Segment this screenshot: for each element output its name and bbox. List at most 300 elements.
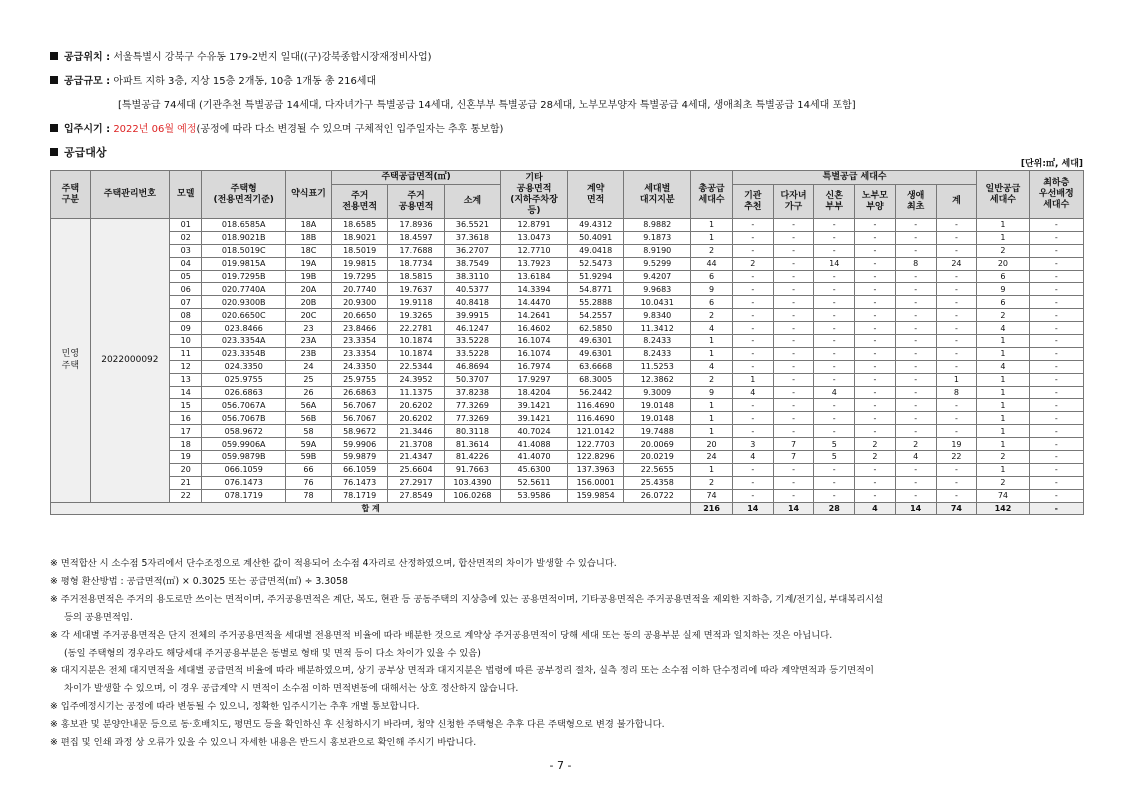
table-cell: 1 (691, 347, 733, 360)
table-cell: 59.9906 (331, 438, 387, 451)
table-row (51, 476, 1084, 489)
table-cell: - (855, 296, 896, 309)
total-row (51, 502, 1084, 515)
table-cell: 21 (170, 476, 202, 489)
header-lowest-floor: 최하층 우선배정 세대수 (1029, 171, 1083, 219)
table-cell: 1 (691, 335, 733, 348)
table-cell: 5 (814, 438, 855, 451)
table-cell: - (895, 399, 936, 412)
table-cell: 019.7295B (202, 270, 286, 283)
table-cell: 19.0148 (624, 412, 691, 425)
table-cell: - (855, 335, 896, 348)
table-cell: 059.9879B (202, 451, 286, 464)
table-cell: 4 (814, 386, 855, 399)
table-cell: 10.1874 (388, 347, 444, 360)
table-cell: - (1029, 270, 1083, 283)
table-cell: 07 (170, 296, 202, 309)
table-cell: 19.7295 (331, 270, 387, 283)
table-cell: 49.6301 (567, 335, 623, 348)
header-contract-area: 계약 면적 (567, 171, 623, 219)
table-cell: 23 (285, 322, 331, 335)
table-cell: 4 (691, 360, 733, 373)
table-cell: - (732, 425, 773, 438)
table-cell: 59.9879 (331, 451, 387, 464)
table-cell: 14.2641 (501, 309, 568, 322)
table-cell: - (936, 463, 977, 476)
table-cell: 21.3446 (388, 425, 444, 438)
table-cell: 38.7549 (444, 257, 500, 270)
table-cell: - (773, 360, 814, 373)
table-cell: - (1029, 283, 1083, 296)
table-row (51, 463, 1084, 476)
table-cell: 6 (691, 270, 733, 283)
table-cell: 11.5253 (624, 360, 691, 373)
table-cell: 2 (977, 244, 1029, 257)
table-cell: 020.9300B (202, 296, 286, 309)
table-cell: - (1029, 244, 1083, 257)
table-cell: - (814, 231, 855, 244)
table-cell: 19.3265 (388, 309, 444, 322)
table-cell: 8 (895, 257, 936, 270)
table-cell: - (773, 347, 814, 360)
table-cell: 22 (936, 451, 977, 464)
table-cell: 16.7974 (501, 360, 568, 373)
table-cell: 18.5815 (388, 270, 444, 283)
table-cell: 45.6300 (501, 463, 568, 476)
table-cell: 56B (285, 412, 331, 425)
table-cell: 6 (977, 296, 1029, 309)
table-cell: - (936, 283, 977, 296)
total-cell: 74 (936, 502, 977, 515)
table-cell: 17.7688 (388, 244, 444, 257)
table-cell: 24 (285, 360, 331, 373)
table-cell: 10 (170, 335, 202, 348)
table-cell: 5 (814, 451, 855, 464)
table-cell: 122.8296 (567, 451, 623, 464)
table-cell: 13 (170, 373, 202, 386)
table-cell: 08 (170, 309, 202, 322)
table-cell: 50.3707 (444, 373, 500, 386)
table-cell: 20B (285, 296, 331, 309)
table-cell: 4 (977, 360, 1029, 373)
table-cell: - (773, 425, 814, 438)
table-cell: 4 (691, 322, 733, 335)
table-cell: - (895, 244, 936, 257)
table-cell: 2 (732, 257, 773, 270)
table-cell: 74 (977, 489, 1029, 502)
table-row (51, 257, 1084, 270)
table-cell: - (732, 244, 773, 257)
table-cell: - (936, 322, 977, 335)
table-cell: - (1029, 257, 1083, 270)
bullet-square-icon (50, 52, 58, 60)
table-cell: - (855, 283, 896, 296)
table-cell: 27.2917 (388, 476, 444, 489)
notes-section (50, 555, 1084, 752)
table-row (51, 335, 1084, 348)
table-cell: - (814, 476, 855, 489)
table-cell: 56.2442 (567, 386, 623, 399)
table-cell: 18.4597 (388, 231, 444, 244)
table-cell: - (936, 335, 977, 348)
table-row (51, 399, 1084, 412)
table-cell: - (732, 283, 773, 296)
table-cell: - (936, 412, 977, 425)
table-cell: - (773, 219, 814, 232)
table-row (51, 244, 1084, 257)
table-cell: 1 (977, 399, 1029, 412)
table-row (51, 425, 1084, 438)
table-cell: 02 (170, 231, 202, 244)
header-short: 약식표기 (285, 171, 331, 219)
unit-label: [단위:㎡, 세대] (1020, 159, 1083, 169)
note-line: (동일 주택형의 경우라도 해당세대 주거공용부분은 동별로 형태 및 면적 등이 다소 차이가 있을 수 있음) (64, 647, 481, 659)
table-cell: - (773, 412, 814, 425)
table-row (51, 309, 1084, 322)
table-cell: 2 (855, 451, 896, 464)
table-cell: 18B (285, 231, 331, 244)
info-scale-detail: [특별공급 74세대 (기관추천 특별공급 14세대, 다자녀가구 특별공급 14세대, 신혼부부 특별공급 28세대, 노부모부양자 특별공급 4세대, 생애최초 특별공급 14세대 포함] (118, 100, 856, 111)
table-cell: 22.5344 (388, 360, 444, 373)
table-cell: - (773, 386, 814, 399)
table-cell: 76 (285, 476, 331, 489)
table-cell: 19.9815 (331, 257, 387, 270)
table-cell: - (936, 231, 977, 244)
table-cell: 25.9755 (331, 373, 387, 386)
table-cell: 17 (170, 425, 202, 438)
table-cell: - (773, 270, 814, 283)
table-cell: 023.3354B (202, 347, 286, 360)
table-cell: - (732, 309, 773, 322)
table-cell: - (814, 489, 855, 502)
table-cell: 7 (773, 438, 814, 451)
header-multi-child: 다자녀 가구 (773, 185, 814, 219)
table-cell: - (732, 489, 773, 502)
table-cell: 11.1375 (388, 386, 444, 399)
table-cell: 9.4207 (624, 270, 691, 283)
table-row (51, 283, 1084, 296)
table-cell: - (895, 296, 936, 309)
table-cell: 15 (170, 399, 202, 412)
table-cell: - (855, 219, 896, 232)
table-cell: - (855, 489, 896, 502)
table-cell: 77.3269 (444, 412, 500, 425)
table-cell: 76.1473 (331, 476, 387, 489)
table-row (51, 231, 1084, 244)
table-cell: 54.2557 (567, 309, 623, 322)
table-cell: 11 (170, 347, 202, 360)
header-sum: 계 (936, 185, 977, 219)
table-cell: - (855, 322, 896, 335)
table-cell: 9.3009 (624, 386, 691, 399)
table-cell: 1 (977, 219, 1029, 232)
table-cell: 38.3110 (444, 270, 500, 283)
table-row (51, 451, 1084, 464)
table-cell: 49.4312 (567, 219, 623, 232)
table-cell: - (895, 476, 936, 489)
table-cell: 10.0431 (624, 296, 691, 309)
table-cell: 22 (170, 489, 202, 502)
table-cell: 2 (977, 309, 1029, 322)
supply-table-body (51, 219, 1084, 515)
table-cell: 9.8340 (624, 309, 691, 322)
table-cell: 24 (691, 451, 733, 464)
table-cell: 9 (977, 283, 1029, 296)
table-cell: 68.3005 (567, 373, 623, 386)
page-number: - 7 - (549, 759, 572, 772)
table-cell: 25.6604 (388, 463, 444, 476)
bullet-square-icon (50, 148, 58, 156)
table-cell: - (814, 219, 855, 232)
group-mgmt-no: 2022000092 (90, 219, 169, 503)
table-cell: - (855, 231, 896, 244)
table-cell: 8.2433 (624, 335, 691, 348)
header-exclusive-area: 주거 전용면적 (331, 185, 387, 219)
table-cell: 58 (285, 425, 331, 438)
table-cell: - (855, 360, 896, 373)
table-cell: 13.0473 (501, 231, 568, 244)
table-cell: - (1029, 360, 1083, 373)
table-cell: - (1029, 399, 1083, 412)
note-line: ※ 각 세대별 주거공용면적은 단지 전체의 주거공용면적을 세대별 전용면적 비율에 따라 배분한 것으로 계약상 주거공용면적이 당해 세대 또는 동의 공용부분 실제 면적과 일치하는 것은 아닙니다. (50, 629, 833, 641)
table-cell: 19.9118 (388, 296, 444, 309)
table-cell: - (814, 360, 855, 373)
table-row (51, 360, 1084, 373)
table-cell: 24.3350 (331, 360, 387, 373)
table-cell: - (773, 373, 814, 386)
table-cell: 20.6202 (388, 399, 444, 412)
table-cell: 058.9672 (202, 425, 286, 438)
table-cell: 20.6202 (388, 412, 444, 425)
table-cell: 18C (285, 244, 331, 257)
info-movein: 입주시기 : 2022년 06월 예정(공정에 따라 다소 변경될 수 있으며 구체적인 입주일자는 추후 통보함) (50, 120, 503, 135)
table-cell: - (732, 463, 773, 476)
total-cell: 14 (895, 502, 936, 515)
table-cell: 23.3354 (331, 347, 387, 360)
table-cell: 024.3350 (202, 360, 286, 373)
table-cell: 6 (977, 270, 1029, 283)
table-cell: 7 (773, 451, 814, 464)
table-cell: 023.8466 (202, 322, 286, 335)
table-cell: 18.6585 (331, 219, 387, 232)
table-cell: 4 (977, 322, 1029, 335)
table-cell: 58.9672 (331, 425, 387, 438)
table-cell: 20.6650 (331, 309, 387, 322)
table-cell: 12 (170, 360, 202, 373)
table-cell: 04 (170, 257, 202, 270)
table-cell: 1 (977, 373, 1029, 386)
table-cell: - (814, 463, 855, 476)
header-subtotal: 소계 (444, 185, 500, 219)
table-cell: 49.0418 (567, 244, 623, 257)
table-cell: 19 (170, 451, 202, 464)
table-cell: 1 (691, 463, 733, 476)
table-cell: 54.8771 (567, 283, 623, 296)
table-cell: 06 (170, 283, 202, 296)
table-cell: 076.1473 (202, 476, 286, 489)
table-cell: 17.8936 (388, 219, 444, 232)
table-cell: 8.9190 (624, 244, 691, 257)
header-model: 모델 (170, 171, 202, 219)
info-target-heading: 공급대상 (50, 144, 107, 160)
table-cell: 106.0268 (444, 489, 500, 502)
table-cell: 9.1873 (624, 231, 691, 244)
table-cell: 21.3708 (388, 438, 444, 451)
table-cell: 10.1874 (388, 335, 444, 348)
table-cell: 44 (691, 257, 733, 270)
table-cell: 23B (285, 347, 331, 360)
table-cell: 8.2433 (624, 347, 691, 360)
table-cell: - (814, 244, 855, 257)
table-cell: 52.5611 (501, 476, 568, 489)
table-cell: 36.2707 (444, 244, 500, 257)
table-row (51, 489, 1084, 502)
table-cell: 4 (895, 451, 936, 464)
table-cell: 23.8466 (331, 322, 387, 335)
group-house-type: 민영 주택 (51, 219, 91, 503)
table-row (51, 296, 1084, 309)
table-cell: - (855, 463, 896, 476)
table-cell: 1 (732, 373, 773, 386)
table-cell: 53.9586 (501, 489, 568, 502)
table-cell: - (1029, 412, 1083, 425)
total-label: 합 계 (51, 502, 691, 515)
table-cell: 37.8238 (444, 386, 500, 399)
note-line: ※ 대지지분은 전체 대지면적을 세대별 공급면적 비율에 따라 배분하였으며, 상기 공부상 면적과 대지지분은 법령에 따른 공부정리 절차, 실측 정리 또는 소수점 이하 단수정리에 따라 계약면적과 등기면적이 (50, 665, 875, 677)
table-cell: 19A (285, 257, 331, 270)
table-cell: - (895, 360, 936, 373)
table-cell: - (936, 244, 977, 257)
table-cell: 056.7067B (202, 412, 286, 425)
table-cell: 019.9815A (202, 257, 286, 270)
table-cell: - (855, 309, 896, 322)
table-cell: 01 (170, 219, 202, 232)
bullet-square-icon (50, 124, 58, 132)
table-cell: 26 (285, 386, 331, 399)
table-cell: - (773, 335, 814, 348)
header-other-area: 기타 공용면적 (지하주차장 등) (501, 171, 568, 219)
table-cell: - (814, 399, 855, 412)
table-cell: 39.9915 (444, 309, 500, 322)
table-cell: - (773, 322, 814, 335)
table-cell: 20C (285, 309, 331, 322)
table-cell: - (895, 231, 936, 244)
table-cell: 1 (977, 231, 1029, 244)
table-cell: 16 (170, 412, 202, 425)
table-cell: 12.3862 (624, 373, 691, 386)
table-cell: 2 (977, 476, 1029, 489)
table-cell: - (936, 425, 977, 438)
table-cell: - (1029, 386, 1083, 399)
table-cell: 46.8694 (444, 360, 500, 373)
header-general: 일반공급 세대수 (977, 171, 1029, 219)
table-cell: 9 (691, 386, 733, 399)
table-cell: 24 (936, 257, 977, 270)
table-cell: 17.9297 (501, 373, 568, 386)
table-cell: 40.7024 (501, 425, 568, 438)
table-cell: 23A (285, 335, 331, 348)
table-cell: 4 (732, 451, 773, 464)
table-cell: 20.0219 (624, 451, 691, 464)
table-cell: - (895, 322, 936, 335)
total-cell: 14 (732, 502, 773, 515)
note-line: 등의 공용면적임. (64, 611, 133, 623)
table-cell: 8 (936, 386, 977, 399)
table-cell: 18.5019 (331, 244, 387, 257)
total-cell: - (1029, 502, 1083, 515)
table-cell: 103.4390 (444, 476, 500, 489)
table-cell: 018.5019C (202, 244, 286, 257)
table-cell: 20.0069 (624, 438, 691, 451)
table-cell: 19.7488 (624, 425, 691, 438)
table-cell: 1 (977, 386, 1029, 399)
table-cell: - (1029, 489, 1083, 502)
note-line: ※ 홍보관 및 분양안내문 등으로 동·호배치도, 평면도 등을 확인하신 후 신청하시기 바라며, 청약 신청한 주택형은 추후 다른 주택형으로 변경 불가합니다. (50, 719, 665, 731)
table-cell: - (1029, 296, 1083, 309)
table-cell: 13.6184 (501, 270, 568, 283)
table-cell: 56.7067 (331, 399, 387, 412)
table-cell: 8.9882 (624, 219, 691, 232)
table-cell: 78 (285, 489, 331, 502)
table-cell: - (814, 373, 855, 386)
table-cell: 1 (977, 463, 1029, 476)
table-cell: 33.5228 (444, 347, 500, 360)
table-cell: 24.3952 (388, 373, 444, 386)
table-cell: - (732, 399, 773, 412)
table-cell: 05 (170, 270, 202, 283)
table-cell: 18.4204 (501, 386, 568, 399)
table-cell: - (732, 476, 773, 489)
table-cell: 18A (285, 219, 331, 232)
table-cell: - (773, 309, 814, 322)
table-cell: - (732, 347, 773, 360)
table-cell: - (732, 219, 773, 232)
table-cell: 78.1719 (331, 489, 387, 502)
table-cell: - (732, 335, 773, 348)
table-cell: - (773, 283, 814, 296)
table-row (51, 270, 1084, 283)
table-cell: 1 (977, 412, 1029, 425)
table-cell: 41.4088 (501, 438, 568, 451)
table-cell: 12.8791 (501, 219, 568, 232)
table-row (51, 219, 1084, 232)
header-institution: 기관 추천 (732, 185, 773, 219)
table-cell: - (1029, 476, 1083, 489)
table-cell: 16.1074 (501, 347, 568, 360)
table-row (51, 438, 1084, 451)
table-cell: 18.9021 (331, 231, 387, 244)
table-cell: 066.1059 (202, 463, 286, 476)
table-cell: 9.5299 (624, 257, 691, 270)
note-line: ※ 편집 및 인쇄 과정 상 오류가 있을 수 있으니 자세한 내용은 반드시 홍보관으로 확인해 주시기 바랍니다. (50, 737, 477, 749)
table-cell: - (936, 219, 977, 232)
table-cell: 50.4091 (567, 231, 623, 244)
table-cell: 41.4070 (501, 451, 568, 464)
table-cell: 2 (977, 451, 1029, 464)
table-cell: 1 (691, 399, 733, 412)
table-cell: - (855, 476, 896, 489)
table-cell: - (855, 373, 896, 386)
header-area-group: 주택공급면적(㎡) (331, 171, 500, 185)
header-elder: 노부모 부양 (855, 185, 896, 219)
table-cell: - (1029, 322, 1083, 335)
table-cell: - (936, 360, 977, 373)
table-cell: 4 (732, 386, 773, 399)
table-cell: 74 (691, 489, 733, 502)
note-line: ※ 주거전용면적은 주거의 용도로만 쓰이는 면적이며, 주거공용면적은 계단, 복도, 현관 등 공동주택의 지상층에 있는 공용면적이며, 기타공용면적은 주거공용면적을 제외한 지하층, 기계/전기실, 부대복리시설 (50, 593, 884, 605)
table-cell: 19B (285, 270, 331, 283)
table-cell: - (936, 270, 977, 283)
